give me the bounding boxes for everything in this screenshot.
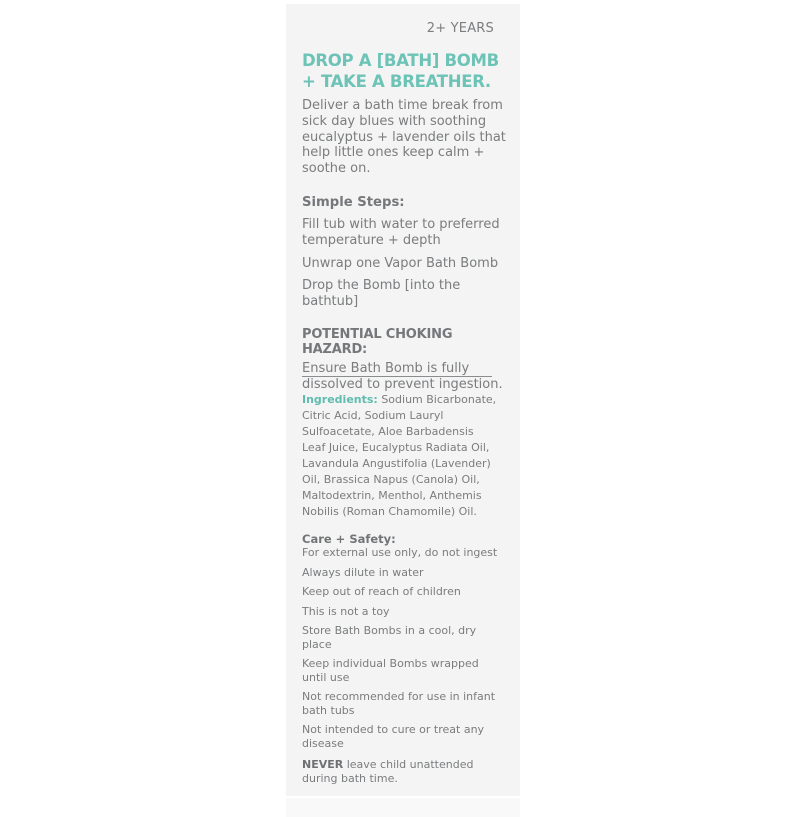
divider — [302, 376, 492, 377]
hazard-title: POTENTIAL CHOKING HAZARD: — [302, 326, 453, 357]
headline — [302, 50, 507, 92]
headline-line-2: + TAKE A BREATHER. — [302, 72, 491, 91]
age-label: 2+ YEARS — [426, 21, 494, 36]
care-safety-block — [302, 532, 502, 786]
care-item: Not recommended for use in infant bath tubs — [302, 690, 496, 717]
care-item: Always dilute in water — [302, 565, 424, 579]
hazard-text: Ensure Bath Bomb is fully dissolved to prevent ingestion. — [302, 360, 503, 392]
care-item: Keep individual Bombs wrapped until use — [302, 657, 479, 684]
care-title: Care + Safety: — [302, 532, 396, 546]
ingredients-text: Sodium Bicarbonate, Citric Acid, Sodium Lauryl Sulfoacetate, Aloe Barbadensis Leaf Juice, Eucalyptus Radiata Oil, Lavandula Angustifolia (Lavender) Oil, Brassica Napus (Canola) Oil, Maltodextrin, Menthol, Anthemis Nobilis (Roman Chamomile) Oil. — [302, 393, 497, 518]
never-text: leave child unattended during bath time. — [302, 758, 474, 785]
ingredients-label: Ingredients: — [302, 393, 378, 406]
headline-line-1: DROP A [BATH] BOMB — [302, 51, 499, 70]
label-content — [302, 50, 507, 393]
care-item: Keep out of reach of children — [302, 585, 461, 598]
panel-bottom-edge — [286, 798, 520, 817]
care-item: This is not a toy — [302, 604, 390, 618]
step-item: Unwrap one Vapor Bath Bomb — [302, 255, 499, 271]
ingredients-block — [302, 392, 498, 520]
step-item: Fill tub with water to preferred temperature + depth — [302, 216, 500, 248]
step-item: Drop the Bomb [into the bathtub] — [302, 278, 461, 310]
intro-text: Deliver a bath time break from sick day blues with soothing eucalyptus + lavender oils that help little ones keep calm + soothe on. — [302, 98, 506, 177]
never-warning — [302, 758, 502, 786]
steps-title: Simple Steps: — [302, 194, 405, 210]
care-item: Not intended to cure or treat any disease — [302, 723, 485, 750]
care-item: Store Bath Bombs in a cool, dry place — [302, 624, 477, 651]
care-item: For external use only, do not ingest — [302, 546, 498, 559]
never-bold: NEVER — [302, 758, 344, 771]
